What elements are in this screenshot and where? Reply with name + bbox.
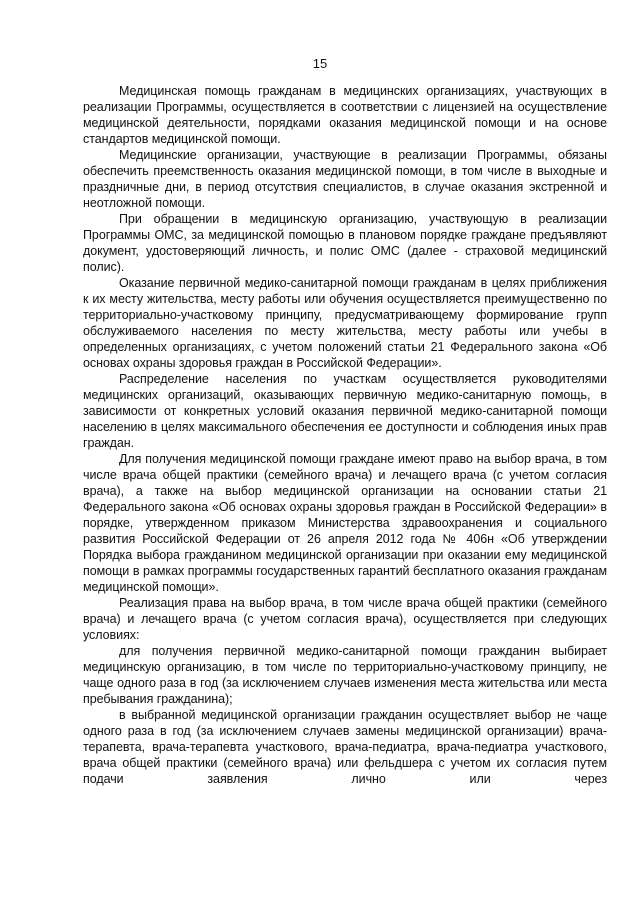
paragraph-population-distribution: Распределение населения по участкам осуществляется руководителями медицинских организаций, оказывающих первичную медико-санитарную помощь, в зависимости от конкретных условий оказания первичной медико-санитарной помощи населению в целях максимального обеспечения ее доступности и соблюдения иных прав граждан. [83,372,607,450]
paragraph-condition-organization-choice: для получения первичной медико-санитарной помощи гражданин выбирает медицинскую организацию, в том числе по территориально-участковому принципу, не чаще одного раза в год (за исключением случаев изменения места жительства или места пребывания гражданина); [83,644,607,706]
paragraph-right-to-choose-doctor: Для получения медицинской помощи граждане имеют право на выбор врача, в том числе врача общей практики (семейного врача) и лечащего врача (с учетом согласия врача), а также на выбор медицинской организации на основании статьи 21 Федерального закона «Об основах охраны здоровья граждан в Российской Федерации» в порядке, утвержденном приказом Министерства здравоохранения и социального развития Российской Федерации от 26 апреля 2012 года № 406н «Об утверждении Порядка выбора гражданином медицинской организации при оказании ему медицинской помощи в рамках программы государственных гарантий бесплатного оказания гражданам медицинской помощи». [83,452,607,594]
paragraph-medical-care-provision: Медицинская помощь гражданам в медицинских организациях, участвующих в реализации Программы, осуществляется в соответствии с лицензией на осуществление медицинской деятельности, порядками оказания медицинской помощи и на основе стандартов медицинской помощи. [83,84,607,146]
page-number: 15 [312,56,328,71]
paragraph-documents-required: При обращении в медицинскую организацию, участвующую в реализации Программы ОМС, за медицинской помощью в плановом порядке граждане предъявляют документ, удостоверяющий личность, и полис ОМС (далее - страховой медицинский полис). [83,212,607,274]
paragraph-condition-doctor-choice: в выбранной медицинской организации гражданин осуществляет выбор не чаще одного раза в год (за исключением случаев замены медицинской организации) врача-терапевта, врача-терапевта участкового, врача-педиатра, врача-педиатра участкового, врача общей практики (семейного врача) или фельдшера с учетом их согласия путем подачи заявления лично или через [83,708,607,786]
paragraph-primary-care-territorial: Оказание первичной медико-санитарной помощи гражданам в целях приближения к их месту жительства, месту работы или обучения осуществляется преимущественно по территориально-участковому принципу, предусматривающему формирование групп обслуживаемого населения по месту жительства, месту работы или учебы в определенных организациях, с учетом положений статьи 21 Федерального закона «Об основах охраны здоровья граждан в Российской Федерации». [83,276,607,370]
document-body [83,83,607,787]
paragraph-conditions-intro: Реализация права на выбор врача, в том числе врача общей практики (семейного врача) и лечащего врача (с учетом согласия врача), осуществляется при следующих условиях: [83,596,607,642]
paragraph-continuity-of-care: Медицинские организации, участвующие в реализации Программы, обязаны обеспечить преемственность оказания медицинской помощи, в том числе в выходные и праздничные дни, в период отсутствия специалистов, в случае оказания экстренной и неотложной помощи. [83,148,607,210]
